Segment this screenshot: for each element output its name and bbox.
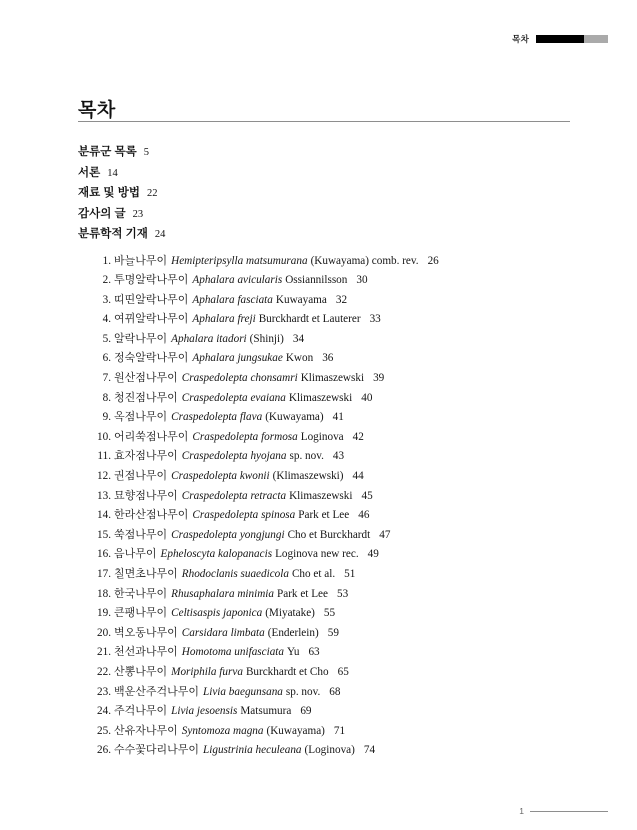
footer-divider (530, 811, 608, 812)
toc-entry-number: 8. (102, 391, 111, 404)
toc-entries (0, 252, 637, 761)
toc-entry-korean-name: 음나무이 (114, 548, 157, 561)
toc-entry-page: 55 (323, 607, 336, 620)
toc-entry-scientific-name: Aphalara avicularis (192, 274, 283, 287)
toc-entry-korean-name: 큰팽나무이 (114, 607, 168, 620)
toc-entry-korean-name: 옥점나무이 (114, 411, 168, 424)
toc-entry-number: 14. (97, 509, 111, 522)
toc-entry-authority: Kwon (285, 352, 314, 365)
toc-entry-page: 49 (367, 548, 379, 561)
toc-entry-scientific-name: Craspedolepta flava (171, 411, 263, 424)
toc-entry-number: 16. (97, 548, 111, 561)
toc-entry-row[interactable] (0, 349, 637, 369)
toc-section-row[interactable] (0, 183, 637, 204)
toc-entry-scientific-name: Craspedolepta hyojana (181, 450, 287, 463)
toc-section-page: 14 (107, 167, 118, 179)
toc-entry-authority: Matsumura (240, 705, 292, 718)
toc-entry-korean-name: 한국나무이 (114, 587, 168, 600)
toc-entry-row[interactable] (0, 741, 637, 761)
toc-entry-scientific-name: Celtisaspis japonica (171, 607, 263, 620)
toc-entry-row[interactable] (0, 369, 637, 389)
toc-entry-row[interactable] (0, 585, 637, 605)
toc-entry-number: 23. (97, 685, 111, 698)
toc-entry-korean-name: 묘향점나무이 (114, 489, 178, 502)
toc-entry-authority: Burckhardt et Cho (245, 665, 329, 678)
toc-entry-authority: (Klimaszewski) (272, 470, 344, 483)
toc-entry-number: 18. (97, 587, 111, 600)
toc-entry-authority: Cho et Burckhardt (287, 528, 371, 541)
page-footer (519, 806, 608, 816)
toc-entry-page: 43 (332, 450, 345, 463)
toc-section-label: 감사의 글 (78, 207, 126, 220)
toc-entry-authority: Kuwayama (275, 293, 327, 306)
toc-entry-scientific-name: Rhusaphalara minimia (171, 587, 275, 600)
toc-entry-page: 47 (379, 528, 391, 541)
toc-entry-authority: (Shinji) (249, 332, 284, 345)
toc-entry-korean-name: 알락나무이 (114, 332, 168, 345)
toc-entry-page: 33 (369, 313, 381, 326)
page-title: 목차 (78, 99, 116, 121)
toc-entry-row[interactable] (0, 330, 637, 350)
toc-entry-row[interactable] (0, 252, 637, 272)
toc-entry-korean-name: 주걱나무이 (114, 705, 168, 718)
toc-entry-page: 42 (352, 430, 364, 443)
toc-entry-scientific-name: Craspedolepta chonsamri (181, 372, 298, 385)
progress-bar-remaining (584, 35, 608, 43)
toc-entry-korean-name: 한라산점나무이 (114, 509, 189, 522)
toc-entry-number: 25. (97, 724, 111, 737)
toc-entry-scientific-name: Aphalara jungsukae (192, 352, 283, 365)
toc-section-label: 재료 및 방법 (78, 187, 140, 199)
toc-entry-row[interactable] (0, 604, 637, 624)
toc-entry-scientific-name: Hemipteripsylla matsumurana (171, 254, 308, 267)
toc-entry-page: 44 (352, 470, 364, 483)
progress-bar-filled (536, 35, 584, 43)
toc-entry-row[interactable] (0, 428, 637, 448)
toc-entry-row[interactable] (0, 389, 637, 409)
toc-entry-number: 1. (102, 254, 111, 267)
toc-entry-authority: Klimaszewski (289, 489, 353, 502)
toc-entry-korean-name: 여뀌알락나무이 (114, 313, 189, 326)
title-divider (78, 121, 570, 122)
toc-section-page: 23 (132, 208, 144, 220)
reading-progress-bar (536, 35, 608, 43)
toc-section-page: 5 (143, 147, 149, 158)
toc-entry-scientific-name: Aphalara freji (192, 313, 256, 326)
toc-entry-page: 71 (333, 724, 346, 737)
toc-entry-authority: Ossiannilsson (285, 274, 348, 287)
toc-entry-korean-name: 수수꽃다리나무이 (114, 744, 200, 757)
toc-entry-korean-name: 효자점나무이 (114, 450, 178, 463)
toc-section-row[interactable] (0, 204, 637, 225)
toc-section-row[interactable] (0, 224, 637, 245)
toc-entry-row[interactable] (0, 624, 637, 644)
toc-entry-authority: Cho et al. (291, 568, 336, 580)
toc-entry-scientific-name: Rhodoclanis suaedicola (181, 568, 289, 580)
toc-entry-scientific-name: Moriphila furva (171, 665, 243, 678)
toc-entry-number: 15. (97, 528, 111, 541)
toc-entry-row[interactable] (0, 663, 637, 683)
toc-entry-number: 21. (97, 646, 111, 659)
toc-entry-page: 39 (373, 372, 385, 385)
toc-entry-row[interactable] (0, 683, 637, 703)
toc-section-page: 22 (146, 188, 158, 199)
toc-entry-korean-name: 원산점나무이 (114, 372, 178, 385)
toc-entry-row[interactable] (0, 722, 637, 742)
toc-entry-page: 68 (329, 685, 341, 698)
toc-entry-page: 59 (327, 626, 339, 639)
toc-entry-number: 2. (102, 274, 111, 287)
toc-entry-row[interactable] (0, 467, 637, 487)
toc-entry-authority: Yu (287, 646, 300, 659)
toc-entry-page: 34 (292, 332, 305, 345)
toc-entry-authority: Loginova (300, 430, 344, 443)
toc-section-label: 분류학적 기재 (78, 228, 148, 240)
toc-entry-authority: (Miyatake) (265, 607, 315, 620)
toc-entry-page: 46 (358, 509, 370, 522)
toc-entry-page: 63 (308, 646, 320, 659)
toc-entry-scientific-name: Aphalara fasciata (192, 293, 273, 306)
toc-entry-scientific-name: Craspedolepta retracta (181, 489, 287, 502)
toc-entry-number: 11. (97, 450, 111, 463)
toc-entry-page: 30 (356, 274, 368, 287)
toc-entry-row[interactable] (0, 526, 637, 546)
toc-entry-number: 26. (97, 744, 111, 757)
toc-entry-scientific-name: Livia jesoensis (171, 705, 238, 718)
toc-entry-page: 65 (337, 665, 349, 678)
toc-entry-authority: sp. nov. (289, 450, 324, 463)
toc-section-row[interactable] (0, 142, 637, 163)
toc-entry-korean-name: 백운산주걱나무이 (114, 685, 200, 698)
toc-entry-number: 10. (97, 430, 111, 443)
toc-entry-number: 17. (97, 568, 111, 580)
toc-entry-scientific-name: Homotoma unifasciata (181, 646, 285, 659)
toc-entry-authority: sp. nov. (285, 685, 321, 698)
toc-entry-korean-name: 벽오동나무이 (114, 626, 178, 639)
toc-section-page: 24 (154, 229, 166, 240)
toc-entry-row[interactable] (0, 506, 637, 526)
footer-page-number: 1 (519, 806, 524, 816)
toc-entry-authority: (Kuwayama) (266, 724, 325, 737)
toc-entry-page: 32 (335, 293, 348, 306)
toc-sections (0, 142, 637, 245)
toc-entry-korean-name: 투명알락나무이 (114, 274, 189, 287)
toc-entry-authority: Klimaszewski (300, 372, 365, 385)
toc-entry-row[interactable] (0, 447, 637, 467)
toc-entry-row[interactable] (0, 310, 637, 330)
toc-entry-authority: (Kuwayama) (265, 411, 324, 424)
toc-entry-scientific-name: Ligustrinia heculeana (203, 744, 302, 757)
toc-entry-korean-name: 바늘나무이 (114, 254, 168, 267)
toc-entry-scientific-name: Craspedolepta formosa (192, 430, 298, 443)
toc-entry-korean-name: 띠띤알락나무이 (114, 293, 189, 306)
toc-section-row[interactable] (0, 163, 637, 184)
toc-entry-page: 41 (332, 411, 344, 424)
toc-entry-number: 20. (97, 626, 111, 639)
toc-entry-korean-name: 쑥점나무이 (114, 528, 168, 541)
toc-entry-row[interactable] (0, 565, 637, 585)
toc-entry-scientific-name: Epheloscyta kalopanacis (160, 548, 273, 561)
toc-entry-page: 26 (427, 254, 439, 267)
toc-entry-page: 74 (363, 744, 376, 757)
toc-entry-page: 45 (361, 489, 373, 502)
toc-entry-korean-name: 산뽕나무이 (114, 665, 168, 678)
toc-entry-number: 6. (102, 352, 111, 365)
toc-section-label: 서론 (78, 166, 101, 179)
toc-entry-korean-name: 정숙알락나무이 (114, 352, 189, 365)
toc-entry-authority: Park et Lee (298, 509, 350, 522)
toc-entry-number: 19. (97, 607, 111, 620)
toc-section-label: 분류군 목록 (78, 146, 137, 158)
toc-entry-korean-name: 천선과나무이 (114, 646, 178, 659)
toc-entry-scientific-name: Carsidara limbata (181, 626, 265, 639)
running-header (512, 33, 608, 45)
toc-entry-korean-name: 청진점나무이 (114, 391, 178, 404)
toc-entry-number: 3. (102, 293, 111, 306)
toc-entry-authority: Park et Lee (277, 587, 328, 600)
toc-entry-scientific-name: Syntomoza magna (181, 724, 264, 737)
toc-entry-page: 69 (300, 705, 312, 718)
toc-entry-number: 5. (102, 332, 111, 345)
toc-entry-korean-name: 산유자나무이 (114, 724, 178, 737)
table-of-contents (0, 142, 637, 761)
toc-entry-row[interactable] (0, 271, 637, 291)
toc-entry-authority: (Loginova) (304, 744, 355, 757)
toc-entry-row[interactable] (0, 545, 637, 565)
toc-entry-number: 4. (102, 313, 111, 326)
toc-entry-number: 22. (97, 665, 111, 678)
toc-entry-row[interactable] (0, 291, 637, 311)
toc-entry-scientific-name: Aphalara itadori (171, 332, 247, 345)
toc-entry-authority: Loginova new rec. (275, 548, 359, 561)
toc-entry-authority: Klimaszewski (288, 391, 353, 404)
toc-entry-authority: (Kuwayama) comb. rev. (310, 254, 419, 267)
toc-entry-authority: (Enderlein) (267, 626, 319, 639)
toc-entry-scientific-name: Craspedolepta yongjungi (171, 528, 285, 541)
toc-entry-page: 40 (361, 391, 373, 404)
toc-entry-scientific-name: Craspedolepta kwonii (171, 470, 270, 483)
toc-entry-row[interactable] (0, 643, 637, 663)
toc-entry-korean-name: 칠면초나무이 (114, 568, 178, 580)
toc-entry-korean-name: 어리쑥점나무이 (114, 430, 189, 443)
toc-entry-number: 7. (102, 372, 111, 385)
toc-entry-scientific-name: Livia baegunsana (203, 685, 283, 698)
toc-entry-page: 36 (322, 352, 334, 365)
running-header-label: 목차 (512, 34, 529, 44)
toc-entry-page: 53 (336, 587, 349, 600)
toc-entry-number: 24. (97, 705, 111, 718)
toc-entry-authority: Burckhardt et Lauterer (258, 313, 361, 326)
toc-entry-korean-name: 권점나무이 (114, 470, 168, 483)
toc-entry-number: 13. (97, 489, 111, 502)
toc-entry-row[interactable] (0, 408, 637, 428)
toc-entry-number: 9. (102, 411, 111, 424)
toc-entry-scientific-name: Craspedolepta evaiana (181, 391, 286, 404)
toc-entry-number: 12. (97, 470, 111, 483)
toc-entry-scientific-name: Craspedolepta spinosa (192, 509, 296, 522)
toc-entry-row[interactable] (0, 702, 637, 722)
toc-entry-page: 51 (344, 568, 356, 580)
toc-entry-row[interactable] (0, 487, 637, 507)
